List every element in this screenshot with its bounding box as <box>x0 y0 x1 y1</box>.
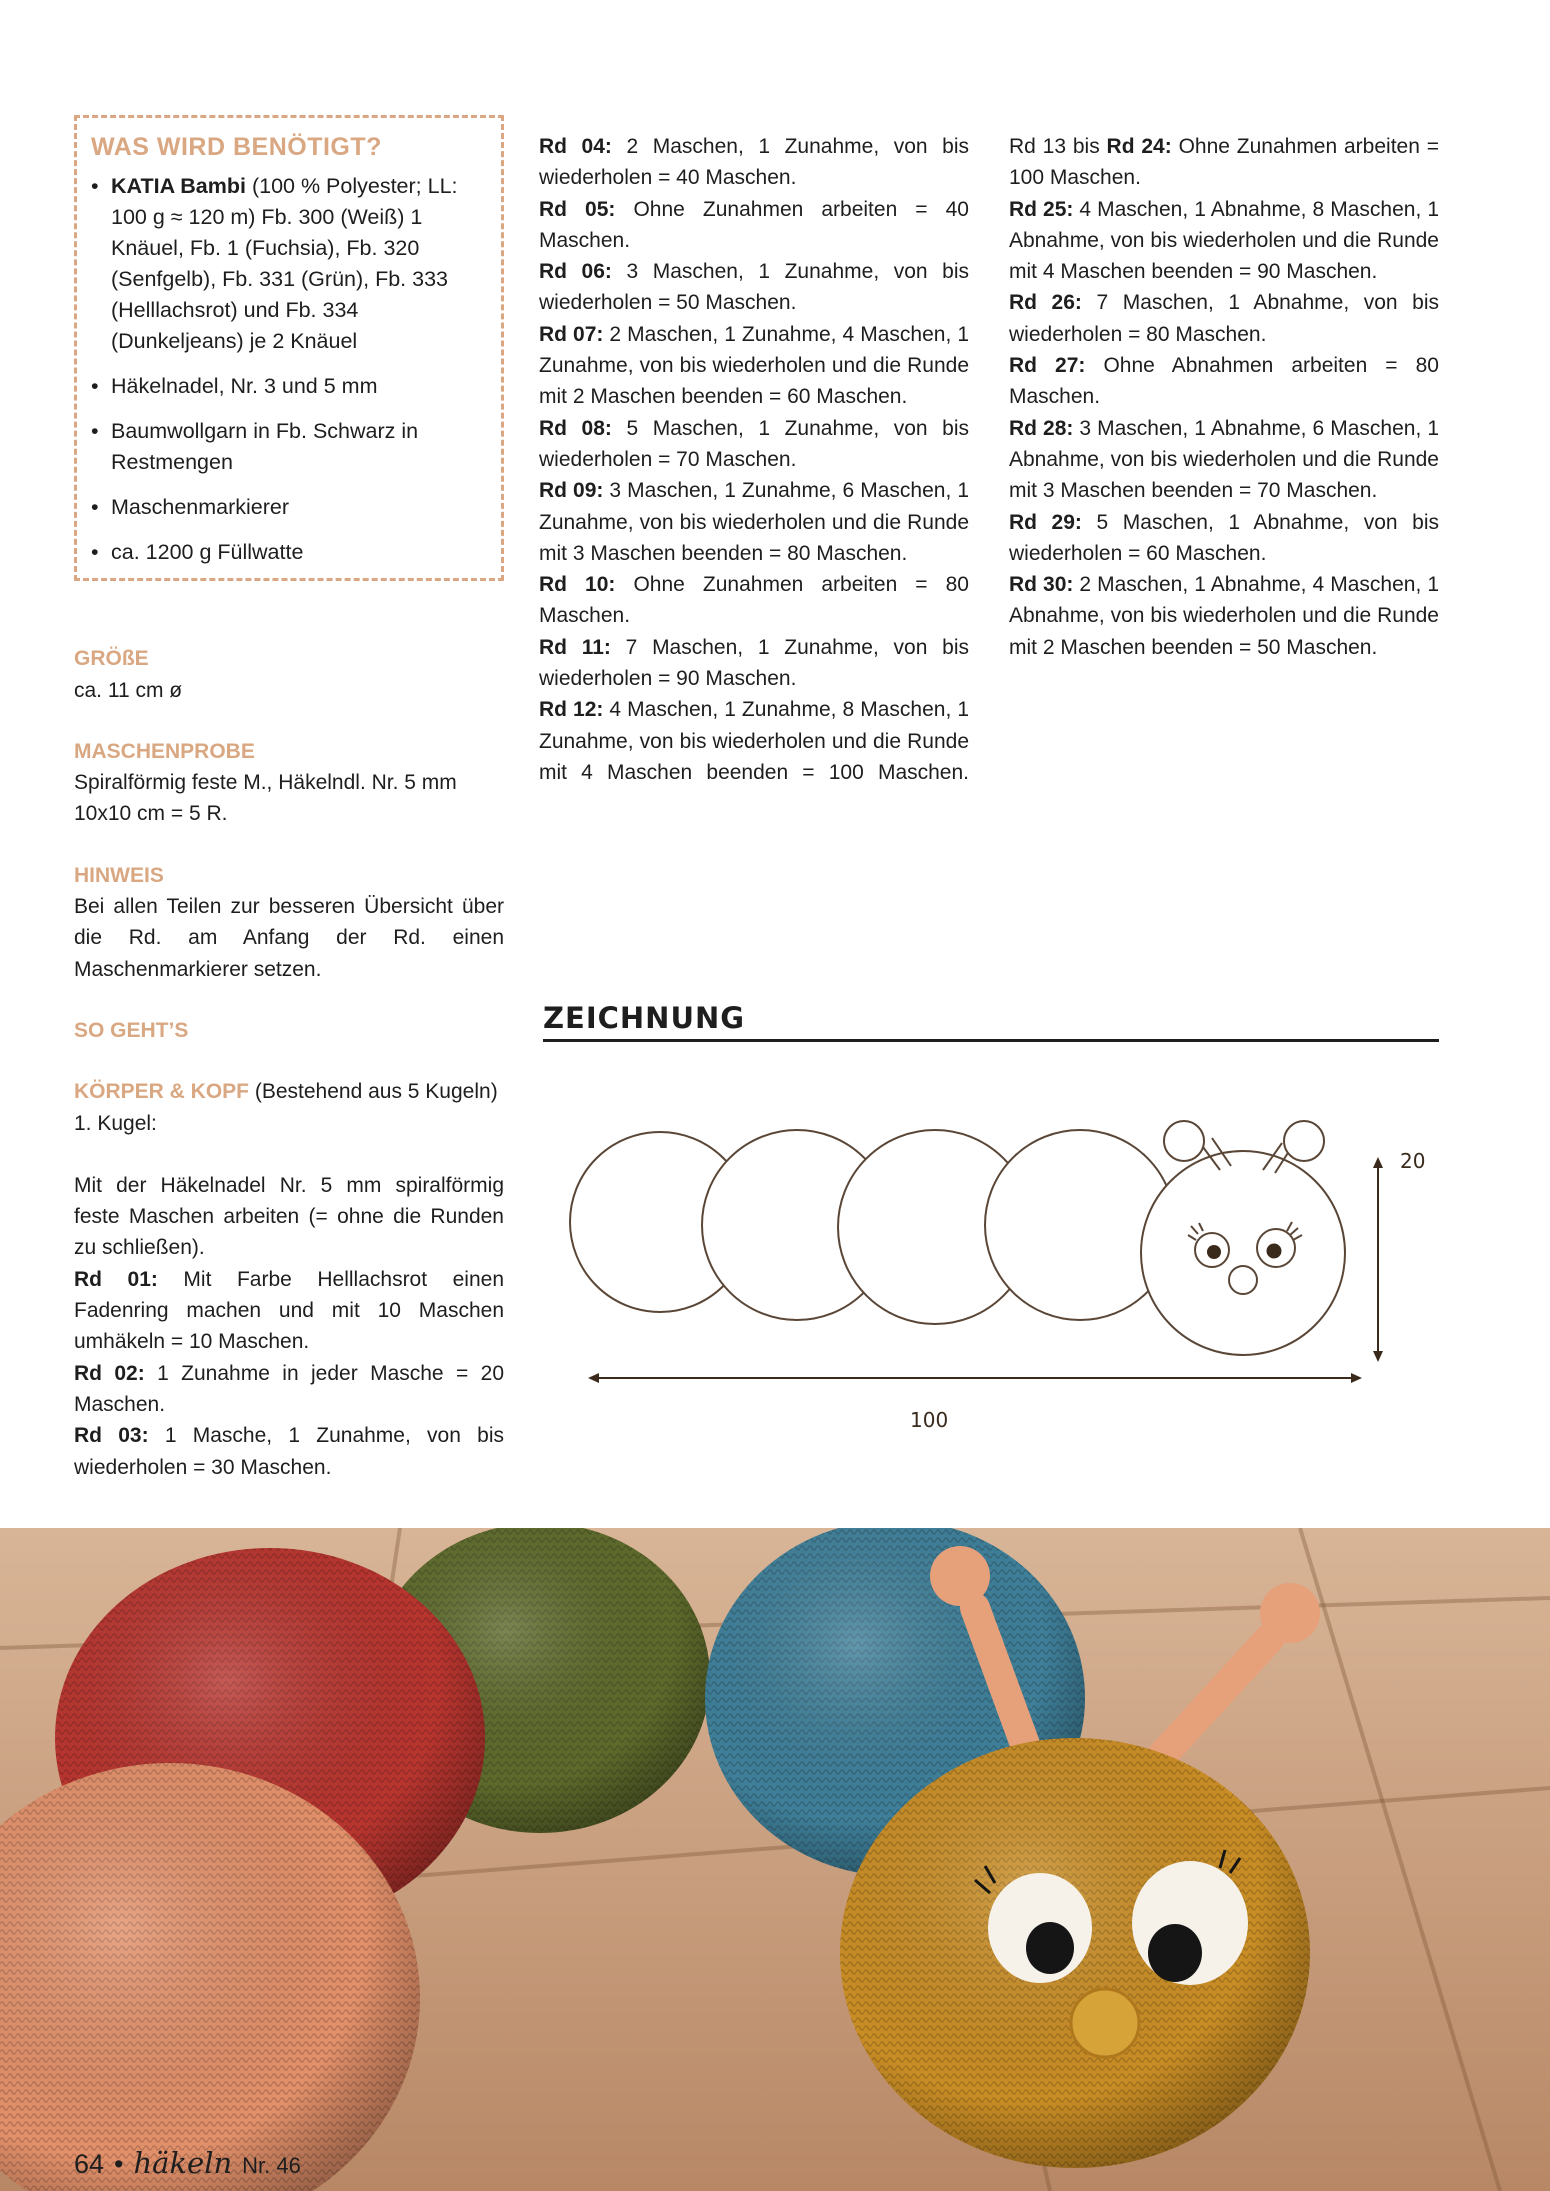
column-1 <box>74 115 504 1483</box>
round-label: Rd 04: <box>539 135 612 158</box>
round-label: Rd 29: <box>1009 510 1082 534</box>
page-footer <box>74 2146 301 2180</box>
round-instruction <box>539 413 969 476</box>
round-instruction <box>1009 194 1439 288</box>
ball-label: 1. Kugel: <box>74 1111 157 1135</box>
round-instruction <box>539 194 969 257</box>
round-text: 5 Maschen, 1 Abnahme, von bis wiederholen = 60 Maschen. <box>1009 510 1439 565</box>
round-label: Rd 26: <box>1009 291 1082 315</box>
round-label: Rd 27: <box>1009 354 1086 378</box>
round-text: 7 Maschen, 1 Abnahme, von bis wiederholen = 80 Maschen. <box>1009 291 1439 346</box>
round-text: Ohne Abnahmen arbeiten = 80 Maschen. <box>1009 354 1439 409</box>
round-label: Rd 08: <box>539 416 612 440</box>
issue-number: Nr. 46 <box>242 2153 301 2178</box>
round-label: Rd 03: <box>74 1424 149 1448</box>
antenna-tip <box>1284 1121 1324 1161</box>
round-label: Rd 28: <box>1009 416 1074 440</box>
round-label: Rd 05: <box>539 197 616 221</box>
round-text: 1 Zunahme in jeder Masche = 20 Maschen. <box>74 1361 504 1416</box>
rounds-list <box>1009 131 1439 663</box>
round-text: 4 Maschen, 1 Zunahme, 8 Maschen, 1 Zunahme, von bis wiederholen und die Runde mit 4 Maschen beenden = 100 Maschen. <box>539 698 969 784</box>
round-instruction <box>539 475 969 569</box>
gauge-heading: MASCHENPROBE <box>74 739 255 763</box>
round-instruction <box>1009 350 1439 413</box>
pupil <box>1207 1245 1221 1259</box>
round-instruction <box>539 319 969 413</box>
nose-icon <box>1229 1266 1257 1294</box>
round-label: Rd 25: <box>1009 197 1074 221</box>
round-instruction <box>539 131 969 194</box>
height-label: 20 <box>1400 1149 1426 1173</box>
size-section <box>74 643 504 706</box>
round-instruction <box>74 1358 504 1421</box>
rounds-list <box>74 1264 504 1483</box>
note-heading: HINWEIS <box>74 863 164 887</box>
round-label: Rd 07: <box>539 322 604 346</box>
round-text: Mit Farbe Helllachsrot einen Fadenring machen und mit 10 Maschen umhäkeln = 10 Maschen. <box>74 1267 504 1354</box>
round-label: Rd 02: <box>74 1361 145 1385</box>
width-label: 100 <box>910 1408 949 1432</box>
caterpillar-photo <box>0 1528 1550 2191</box>
materials-item: • KATIA Bambi (100 % Polyester; LL: 100 g ≈ 120 m) Fb. 300 (Weiß) 1 Knäuel, Fb. 1 (Fuchsia), Fb. 320 (Senfgelb), Fb. 331 (Grün), Fb. 333 (Helllachsrot) und Fb. 334 (Dunkeljeans) je 2 Knäuel <box>91 171 487 357</box>
round-instruction <box>539 694 969 788</box>
materials-item: • ca. 1200 g Füllwatte <box>91 537 487 568</box>
drawing-title: ZEICHNUNG <box>543 1001 1439 1042</box>
round-text: Ohne Zunahmen arbeiten = 100 Maschen. <box>1009 135 1439 190</box>
materials-box <box>74 115 504 581</box>
round-instruction <box>539 632 969 695</box>
round-label: Rd 06: <box>539 260 612 284</box>
round-instruction <box>539 569 969 632</box>
round-text: 3 Maschen, 1 Zunahme, 6 Maschen, 1 Zunahme, von bis wiederholen und die Runde mit 3 Maschen beenden = 80 Maschen. <box>539 479 969 565</box>
round-text: 2 Maschen, 1 Zunahme, 4 Maschen, 1 Zunahme, von bis wiederholen und die Runde mit 2 Maschen beenden = 60 Maschen. <box>539 322 969 409</box>
page-number: 64 <box>74 2149 105 2179</box>
round-label: Rd 09: <box>539 479 604 503</box>
round-instruction <box>74 1420 504 1483</box>
column-2 <box>539 131 969 788</box>
round-instruction: Rd 13 bis Rd 24: Ohne Zunahmen arbeiten = 100 Maschen. <box>1009 135 1439 190</box>
body-head-heading: KÖRPER & KOPF (Bestehend aus 5 Kugeln) <box>74 1080 498 1104</box>
round-label: Rd 10: <box>539 573 616 597</box>
round-instruction <box>1009 569 1439 663</box>
photo-nose-icon <box>1071 1989 1139 2057</box>
note-text: Bei allen Teilen zur besseren Übersicht über die Rd. am Anfang der Rd. einen Maschenmarkierer setzen. <box>74 895 504 981</box>
round-text: 3 Maschen, 1 Abnahme, 6 Maschen, 1 Abnahme, von bis wiederholen und die Runde mit 3 Maschen beenden = 70 Maschen. <box>1009 416 1440 503</box>
caterpillar-drawing <box>560 1100 1440 1440</box>
footer-bullet: • <box>114 2149 124 2179</box>
round-instruction <box>1009 287 1439 350</box>
rounds-list <box>539 131 969 788</box>
materials-item: • Baumwollgarn in Fb. Schwarz in Restmengen <box>91 416 487 478</box>
round-text: 4 Maschen, 1 Abnahme, 8 Maschen, 1 Abnahme, von bis wiederholen und die Runde mit 4 Maschen beenden = 90 Maschen. <box>1009 197 1440 284</box>
head-segment <box>1141 1151 1345 1355</box>
magazine-name: häkeln <box>133 2146 233 2180</box>
column-3 <box>1009 131 1439 663</box>
round-label: Rd 30: <box>1009 573 1074 597</box>
round-text: Ohne Zunahmen arbeiten = 80 Maschen. <box>539 573 969 628</box>
round-instruction <box>539 256 969 319</box>
round-label: Rd 11: <box>539 635 611 659</box>
round-instruction <box>74 1264 504 1358</box>
materials-list <box>91 171 487 568</box>
photo-antenna-tip <box>930 1546 990 1606</box>
gauge-line-1: Spiralförmig feste M., Häkelndl. Nr. 5 mm <box>74 771 457 795</box>
materials-title: WAS WIRD BENÖTIGT? <box>91 133 382 161</box>
round-label: Rd 24: <box>1106 135 1172 158</box>
gauge-section <box>74 736 504 830</box>
round-instruction <box>1009 413 1439 507</box>
pupil <box>1267 1244 1282 1259</box>
photo-antenna-tip <box>1260 1583 1320 1643</box>
materials-item: • Maschenmarkierer <box>91 492 487 523</box>
round-instruction <box>1009 507 1439 570</box>
round-text: 1 Masche, 1 Zunahme, von bis wiederholen = 30 Maschen. <box>74 1424 504 1479</box>
round-text: 3 Maschen, 1 Zunahme, von bis wiederholen = 50 Maschen. <box>539 260 969 315</box>
materials-item: • Häkelnadel, Nr. 3 und 5 mm <box>91 371 487 402</box>
howto-section <box>74 1015 504 1046</box>
round-label: Rd 01: <box>74 1267 158 1291</box>
gauge-line-2: 10x10 cm = 5 R. <box>74 802 228 826</box>
body-head-section <box>74 1076 504 1483</box>
photo-pupil <box>1148 1924 1202 1982</box>
antenna-tip <box>1164 1121 1204 1161</box>
note-section <box>74 860 504 985</box>
size-text: ca. 11 cm ø <box>74 678 183 702</box>
round-label: Rd 12: <box>539 698 604 722</box>
howto-heading: SO GEHT’S <box>74 1018 189 1042</box>
photo-pupil <box>1026 1922 1074 1974</box>
round-text: 2 Maschen, 1 Abnahme, 4 Maschen, 1 Abnahme, von bis wiederholen und die Runde mit 2 Maschen beenden = 50 Maschen. <box>1009 573 1440 659</box>
round-text: 2 Maschen, 1 Zunahme, von bis wiederholen = 40 Maschen. <box>539 135 969 190</box>
round-text: 7 Maschen, 1 Zunahme, von bis wiederholen = 90 Maschen. <box>539 635 969 691</box>
size-heading: GRÖßE <box>74 647 149 671</box>
intro-text: Mit der Häkelnadel Nr. 5 mm spiralförmig feste Maschen arbeiten (= ohne die Runden zu schließen). <box>74 1173 504 1260</box>
round-text: Ohne Zunahmen arbeiten = 40 Maschen. <box>539 197 969 252</box>
round-text: 5 Maschen, 1 Zunahme, von bis wiederholen = 70 Maschen. <box>539 416 969 471</box>
